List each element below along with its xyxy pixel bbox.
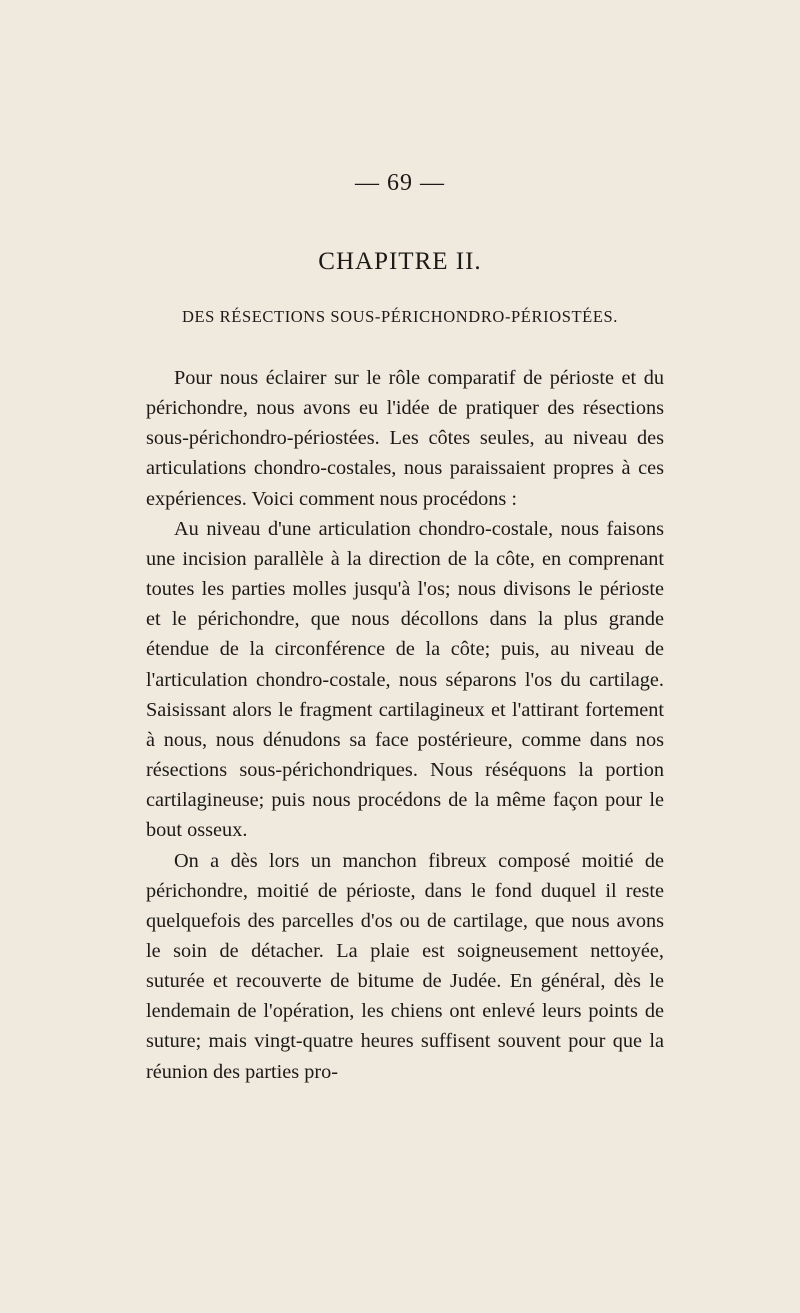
chapter-title: CHAPITRE II. — [318, 248, 482, 275]
section-title: DES RÉSECTIONS SOUS-PÉRICHONDRO-PÉRIOSTÉES. — [181, 307, 619, 326]
body-text — [146, 363, 664, 1087]
paragraph-2: Au niveau d'une articulation chondro-costale, nous faisons une incision parallèle à la direction de la côte, en comprenant toutes les parties molles jusqu'à l'os; nous divisons le périoste et le périchondre, que nous décollons dans la plus grande étendue de la circonférence de la côte; puis, au niveau de l'articulation chondro-costale, nous séparons l'os du cartilage. Saisissant alors le fragment cartilagineux et l'attirant fortement à nous, nous dénudons sa face postérieure, comme dans nos résections sous-périchondriques. Nous réséquons la portion cartilagineuse; puis nous procédons de la même façon pour le bout osseux. — [146, 517, 664, 842]
page-number: — 69 — — [355, 170, 445, 196]
paragraph-3: On a dès lors un manchon fibreux composé moitié de périchondre, moitié de périoste, dans le fond duquel il reste quelquefois des parcelles d'os ou de cartilage, que nous avons le soin de détacher. La plaie est soigneusement nettoyée, suturée et recouverte de bitume de Judée. En général, dès le lendemain de l'opération, les chiens ont enlevé leurs points de suture; mais vingt-quatre heures suffisent souvent pour que la réunion des parties pro- — [146, 849, 664, 1083]
paragraph-1: Pour nous éclairer sur le rôle comparatif de périoste et du périchondre, nous avons eu l'idée de pratiquer des résections sous-périchondro-périostées. Les côtes seules, au niveau des articulations chondro-costales, nous paraissaient propres à ces expériences. Voici comment nous procédons : — [146, 367, 664, 510]
